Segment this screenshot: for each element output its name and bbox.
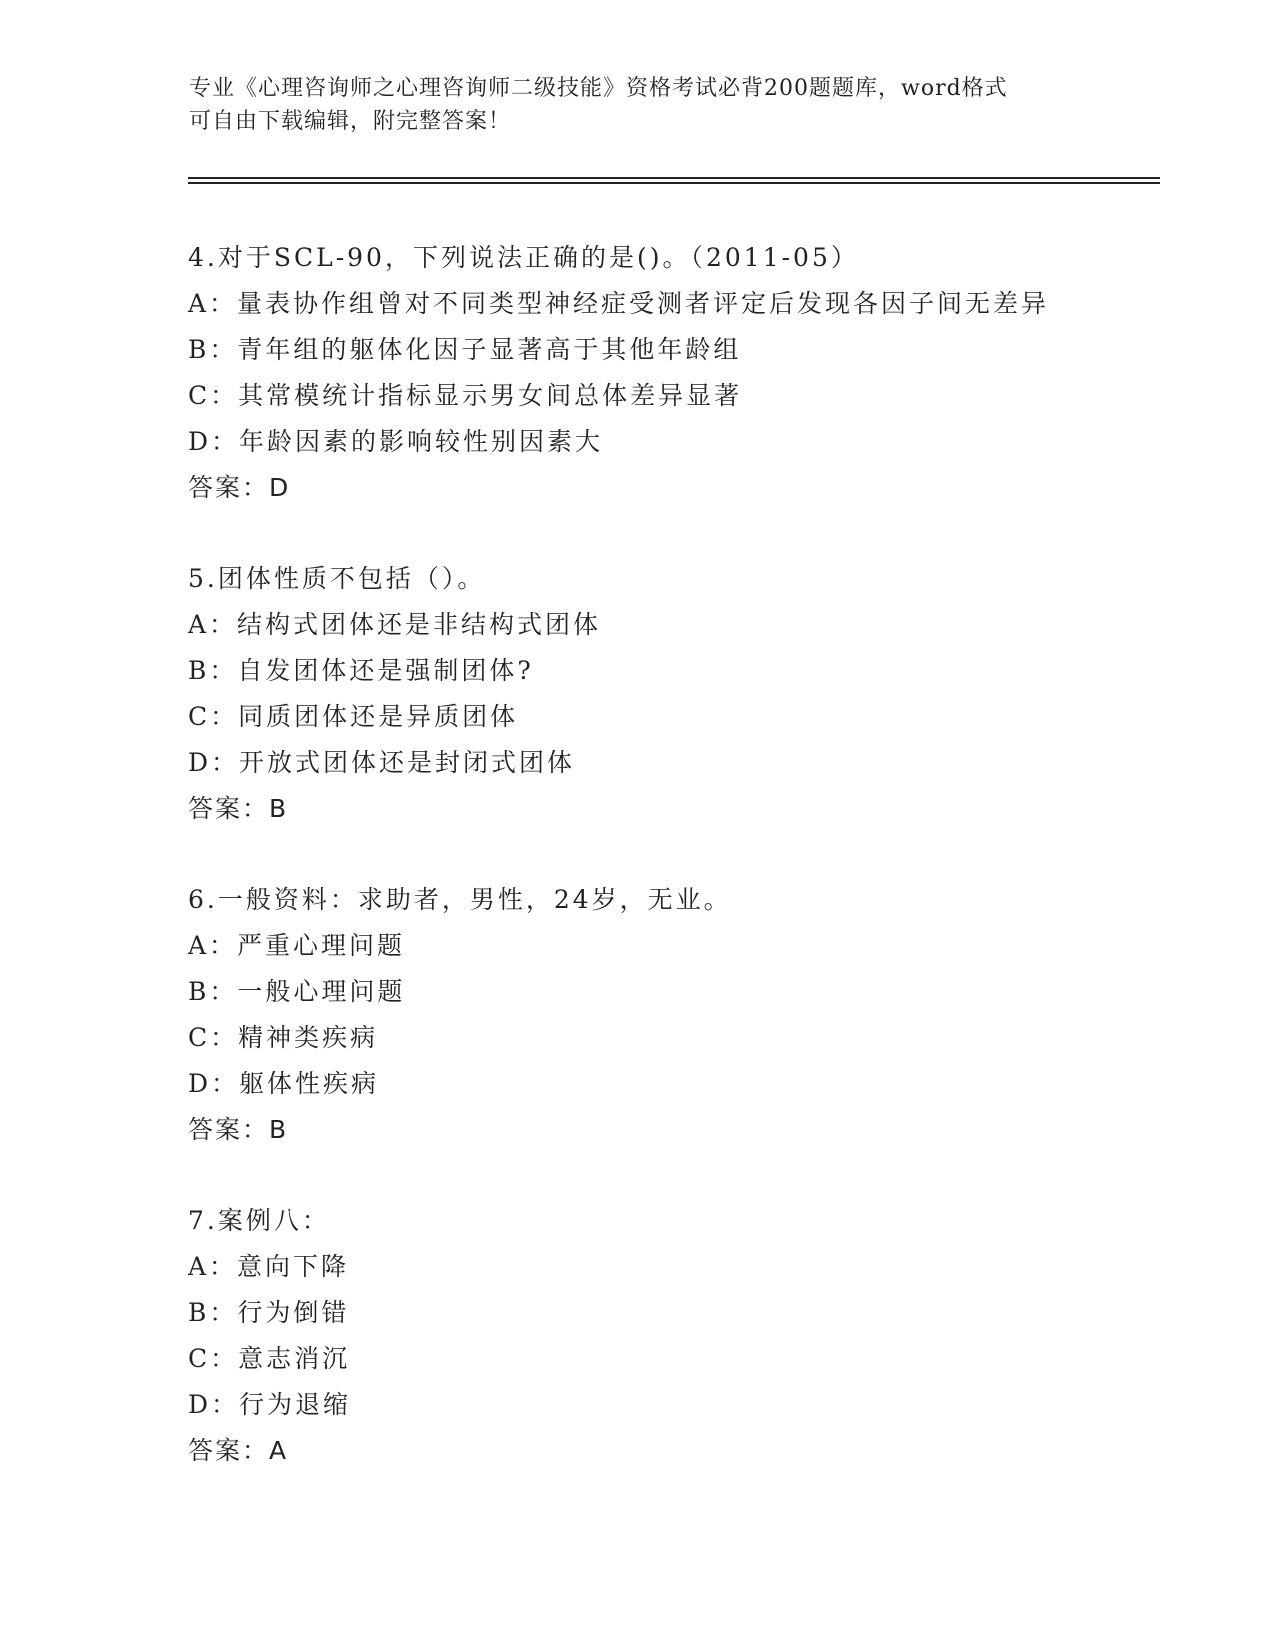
option-a: A：结构式团体还是非结构式团体 — [188, 610, 602, 639]
option-a: A：意向下降 — [188, 1252, 350, 1281]
answer-line: 答案：B — [188, 1115, 289, 1144]
header-line-2: 可自由下载编辑，附完整答案！ — [189, 109, 512, 134]
question-title: 7.案例八： — [188, 1206, 330, 1235]
option-d: D：开放式团体还是封闭式团体 — [188, 748, 576, 777]
question-title: 6.一般资料：求助者，男性，24岁，无业。 — [188, 885, 732, 914]
option-a: A：严重心理问题 — [188, 931, 406, 960]
option-b: B：自发团体还是强制团体? — [188, 656, 534, 685]
question-title: 4.对于SCL-90，下列说法正确的是()。（2011-05） — [188, 243, 859, 272]
option-a: A：量表协作组曾对不同类型神经症受测者评定后发现各因子间无差异 — [188, 289, 1050, 318]
option-c: C：意志消沉 — [188, 1344, 351, 1373]
option-c: C：同质团体还是异质团体 — [188, 702, 519, 731]
option-c: C：其常模统计指标显示男女间总体差异显著 — [188, 381, 743, 410]
question-title: 5.团体性质不包括（）。 — [188, 564, 486, 593]
answer-line: 答案：D — [188, 473, 291, 502]
header-line-1: 专业《心理咨询师之心理咨询师二级技能》资格考试必背200题题库，word格式 — [189, 76, 1008, 101]
document-header — [189, 72, 1089, 138]
header-divider-top — [188, 177, 1160, 179]
answer-line: 答案：B — [188, 794, 289, 823]
question-block — [188, 235, 1188, 511]
option-d: D：躯体性疾病 — [188, 1069, 380, 1098]
question-block — [188, 1198, 1188, 1474]
option-b: B：行为倒错 — [188, 1298, 350, 1327]
answer-line: 答案：A — [188, 1436, 289, 1465]
header-divider-bottom — [188, 182, 1160, 184]
question-block — [188, 877, 1188, 1153]
option-d: D：行为退缩 — [188, 1390, 352, 1419]
question-block — [188, 556, 1188, 832]
option-b: B：一般心理问题 — [188, 977, 406, 1006]
option-d: D：年龄因素的影响较性别因素大 — [188, 427, 604, 456]
option-c: C：精神类疾病 — [188, 1023, 379, 1052]
option-b: B：青年组的躯体化因子显著高于其他年龄组 — [188, 335, 742, 364]
